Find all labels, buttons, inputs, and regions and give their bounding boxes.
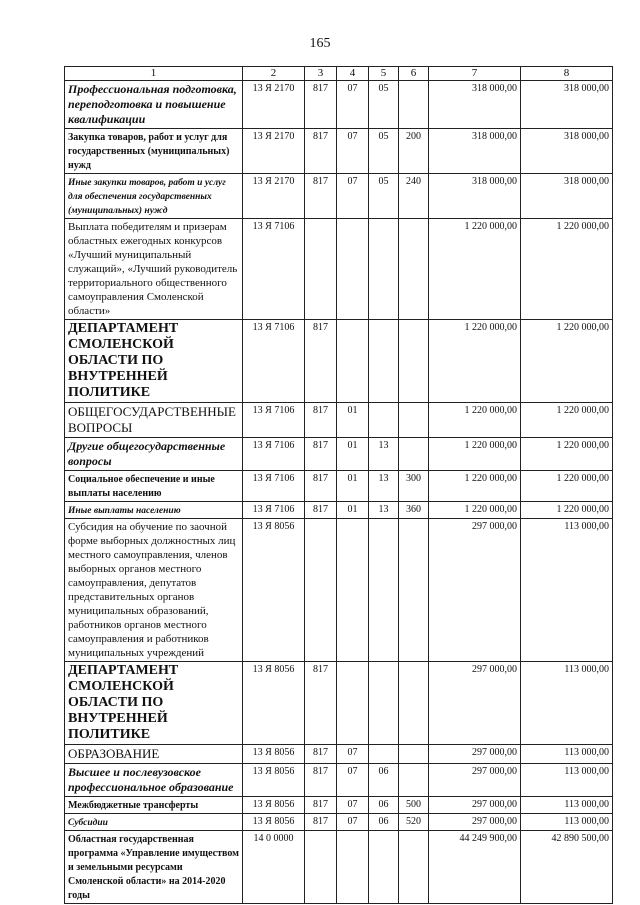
amount-year1-cell: 297 000,00 — [429, 519, 521, 662]
item-name: Иные закупки товаров, работ и услуг для обеспечения государственных (муниципальных) нужд — [68, 178, 226, 216]
table-row — [65, 662, 613, 745]
amount-year1-cell: 1 220 000,00 — [429, 502, 521, 519]
item-name: Закупка товаров, работ и услуг для государственных (муниципальных) нужд — [68, 132, 230, 171]
item-name-cell — [65, 662, 243, 745]
ministry-code-cell: 817 — [305, 745, 337, 764]
item-name: ДЕПАРТАМЕНТ СМОЛЕНСКОЙ ОБЛАСТИ ПО ВНУТРЕННЕЙ ПОЛИТИКЕ — [68, 663, 179, 742]
ministry-code-cell: 817 — [305, 438, 337, 471]
section-cell: 01 — [337, 471, 369, 502]
amount-year2-cell: 113 000,00 — [521, 519, 613, 662]
item-name-cell — [65, 502, 243, 519]
amount-year1-cell: 1 220 000,00 — [429, 219, 521, 320]
target-article-cell: 13 Я 8056 — [243, 745, 305, 764]
col-header: 7 — [429, 67, 521, 81]
expense-type-cell — [399, 764, 429, 797]
amount-year1-cell: 1 220 000,00 — [429, 438, 521, 471]
subsection-cell: 13 — [369, 438, 399, 471]
amount-year1-cell: 297 000,00 — [429, 745, 521, 764]
expense-type-cell — [399, 519, 429, 662]
table-row — [65, 831, 613, 904]
table-row — [65, 81, 613, 129]
subsection-cell — [369, 745, 399, 764]
amount-year2-cell: 1 220 000,00 — [521, 320, 613, 403]
expense-type-cell: 200 — [399, 129, 429, 174]
subsection-cell: 13 — [369, 502, 399, 519]
subsection-cell: 06 — [369, 797, 399, 814]
table-row — [65, 471, 613, 502]
target-article-cell: 13 Я 8056 — [243, 797, 305, 814]
amount-year1-cell: 297 000,00 — [429, 797, 521, 814]
table-row — [65, 438, 613, 471]
expense-type-cell — [399, 662, 429, 745]
target-article-cell: 13 Я 2170 — [243, 81, 305, 129]
section-cell: 07 — [337, 797, 369, 814]
target-article-cell: 13 Я 8056 — [243, 814, 305, 831]
expense-type-cell: 360 — [399, 502, 429, 519]
amount-year1-cell: 318 000,00 — [429, 174, 521, 219]
item-name: Социальное обеспечение и иные выплаты населению — [68, 474, 215, 499]
table-row — [65, 219, 613, 320]
section-cell: 01 — [337, 403, 369, 438]
amount-year2-cell: 1 220 000,00 — [521, 471, 613, 502]
amount-year2-cell: 1 220 000,00 — [521, 403, 613, 438]
ministry-code-cell: 817 — [305, 764, 337, 797]
ministry-code-cell — [305, 831, 337, 904]
subsection-cell — [369, 403, 399, 438]
section-cell — [337, 519, 369, 662]
subsection-cell: 05 — [369, 81, 399, 129]
ministry-code-cell: 817 — [305, 502, 337, 519]
table-row — [65, 403, 613, 438]
section-cell: 07 — [337, 174, 369, 219]
subsection-cell — [369, 662, 399, 745]
amount-year1-cell: 1 220 000,00 — [429, 403, 521, 438]
target-article-cell: 13 Я 8056 — [243, 519, 305, 662]
target-article-cell: 14 0 0000 — [243, 831, 305, 904]
amount-year2-cell: 1 220 000,00 — [521, 219, 613, 320]
section-cell — [337, 320, 369, 403]
ministry-code-cell: 817 — [305, 81, 337, 129]
amount-year2-cell: 1 220 000,00 — [521, 438, 613, 471]
header-row — [65, 67, 613, 81]
table-row — [65, 519, 613, 662]
ministry-code-cell: 817 — [305, 471, 337, 502]
page-number: 165 — [309, 36, 331, 51]
target-article-cell: 13 Я 2170 — [243, 174, 305, 219]
item-name: Другие общегосударственные вопросы — [68, 439, 226, 468]
item-name-cell — [65, 219, 243, 320]
expense-type-cell — [399, 219, 429, 320]
col-header: 6 — [399, 67, 429, 81]
item-name-cell — [65, 797, 243, 814]
col-header: 1 — [65, 67, 243, 81]
amount-year2-cell: 113 000,00 — [521, 764, 613, 797]
amount-year2-cell: 113 000,00 — [521, 814, 613, 831]
ministry-code-cell: 817 — [305, 320, 337, 403]
item-name-cell — [65, 519, 243, 662]
amount-year2-cell: 42 890 500,00 — [521, 831, 613, 904]
item-name-cell — [65, 320, 243, 403]
section-cell — [337, 662, 369, 745]
target-article-cell: 13 Я 2170 — [243, 129, 305, 174]
ministry-code-cell: 817 — [305, 814, 337, 831]
expense-type-cell — [399, 403, 429, 438]
section-cell: 01 — [337, 438, 369, 471]
item-name-cell — [65, 403, 243, 438]
expense-type-cell — [399, 438, 429, 471]
section-cell: 07 — [337, 814, 369, 831]
item-name: Профессиональная подготовка, переподготовка и повышение квалификации — [68, 82, 237, 126]
expense-type-cell: 520 — [399, 814, 429, 831]
amount-year1-cell: 318 000,00 — [429, 129, 521, 174]
subsection-cell — [369, 219, 399, 320]
amount-year2-cell: 113 000,00 — [521, 662, 613, 745]
target-article-cell: 13 Я 8056 — [243, 764, 305, 797]
table-row — [65, 502, 613, 519]
section-cell — [337, 219, 369, 320]
expense-type-cell — [399, 320, 429, 403]
target-article-cell: 13 Я 7106 — [243, 403, 305, 438]
subsection-cell: 05 — [369, 129, 399, 174]
target-article-cell: 13 Я 7106 — [243, 320, 305, 403]
ministry-code-cell: 817 — [305, 174, 337, 219]
expense-type-cell — [399, 81, 429, 129]
table-row — [65, 814, 613, 831]
item-name: ДЕПАРТАМЕНТ СМОЛЕНСКОЙ ОБЛАСТИ ПО ВНУТРЕННЕЙ ПОЛИТИКЕ — [68, 321, 179, 400]
amount-year2-cell: 1 220 000,00 — [521, 502, 613, 519]
expense-type-cell — [399, 831, 429, 904]
section-cell — [337, 831, 369, 904]
item-name-cell — [65, 831, 243, 904]
ministry-code-cell: 817 — [305, 797, 337, 814]
subsection-cell — [369, 320, 399, 403]
expense-type-cell: 500 — [399, 797, 429, 814]
target-article-cell: 13 Я 7106 — [243, 438, 305, 471]
item-name: ОБЩЕГОСУДАРСТВЕННЫЕ ВОПРОСЫ — [68, 404, 236, 435]
ministry-code-cell: 817 — [305, 129, 337, 174]
section-cell: 07 — [337, 81, 369, 129]
target-article-cell: 13 Я 7106 — [243, 219, 305, 320]
item-name: Иные выплаты населению — [68, 506, 181, 516]
amount-year1-cell: 297 000,00 — [429, 814, 521, 831]
table-row — [65, 320, 613, 403]
section-cell: 07 — [337, 745, 369, 764]
item-name-cell — [65, 745, 243, 764]
amount-year1-cell: 297 000,00 — [429, 662, 521, 745]
item-name: ОБРАЗОВАНИЕ — [68, 746, 160, 761]
ministry-code-cell: 817 — [305, 662, 337, 745]
budget-table — [64, 66, 613, 904]
section-cell: 07 — [337, 129, 369, 174]
subsection-cell: 13 — [369, 471, 399, 502]
item-name: Межбюджетные трансферты — [68, 800, 199, 811]
amount-year1-cell: 1 220 000,00 — [429, 471, 521, 502]
table-row — [65, 129, 613, 174]
col-header: 4 — [337, 67, 369, 81]
subsection-cell: 06 — [369, 764, 399, 797]
item-name-cell — [65, 129, 243, 174]
item-name: Субсидия на обучение по заочной форме выборных должностных лиц местного самоуправления, членов выборных органов местного самоуправления, депутатов представительных органов муниципальных образований, работников органов местного самоуправления и работников муниципальных учреждений — [68, 521, 236, 659]
item-name: Выплата победителям и призерам областных ежегодных конкурсов «Лучший муниципальный служащий», «Лучший руководитель территориального общественного самоуправления Смоленской области» — [68, 221, 238, 317]
target-article-cell: 13 Я 8056 — [243, 662, 305, 745]
table-row — [65, 797, 613, 814]
target-article-cell: 13 Я 7106 — [243, 502, 305, 519]
item-name-cell — [65, 814, 243, 831]
item-name-cell — [65, 174, 243, 219]
col-header: 2 — [243, 67, 305, 81]
amount-year1-cell: 1 220 000,00 — [429, 320, 521, 403]
item-name: Субсидии — [68, 818, 108, 828]
amount-year1-cell: 297 000,00 — [429, 764, 521, 797]
amount-year2-cell: 318 000,00 — [521, 174, 613, 219]
subsection-cell: 06 — [369, 814, 399, 831]
amount-year2-cell: 318 000,00 — [521, 129, 613, 174]
amount-year1-cell: 44 249 900,00 — [429, 831, 521, 904]
subsection-cell — [369, 831, 399, 904]
ministry-code-cell: 817 — [305, 403, 337, 438]
table-row — [65, 174, 613, 219]
subsection-cell — [369, 519, 399, 662]
amount-year2-cell: 318 000,00 — [521, 81, 613, 129]
expense-type-cell: 240 — [399, 174, 429, 219]
expense-type-cell — [399, 745, 429, 764]
ministry-code-cell — [305, 219, 337, 320]
amount-year1-cell: 318 000,00 — [429, 81, 521, 129]
table-row — [65, 745, 613, 764]
expense-type-cell: 300 — [399, 471, 429, 502]
table-row — [65, 764, 613, 797]
col-header: 3 — [305, 67, 337, 81]
item-name-cell — [65, 764, 243, 797]
item-name-cell — [65, 81, 243, 129]
subsection-cell: 05 — [369, 174, 399, 219]
col-header: 5 — [369, 67, 399, 81]
item-name: Высшее и послевузовское профессиональное образование — [68, 765, 234, 794]
ministry-code-cell — [305, 519, 337, 662]
amount-year2-cell: 113 000,00 — [521, 797, 613, 814]
section-cell: 01 — [337, 502, 369, 519]
col-header: 8 — [521, 67, 613, 81]
target-article-cell: 13 Я 7106 — [243, 471, 305, 502]
item-name-cell — [65, 438, 243, 471]
section-cell: 07 — [337, 764, 369, 797]
item-name: Областная государственная программа «Управление имуществом и земельными ресурсами Смоленской области» на 2014-2020 годы — [68, 834, 239, 901]
item-name-cell — [65, 471, 243, 502]
amount-year2-cell: 113 000,00 — [521, 745, 613, 764]
